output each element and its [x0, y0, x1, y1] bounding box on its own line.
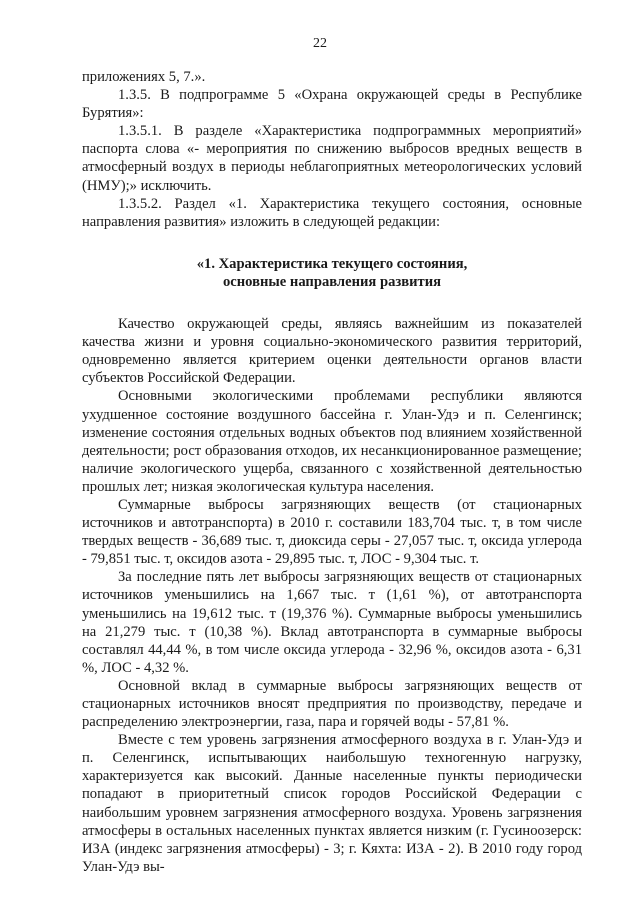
paragraph-continuation: приложениях 5, 7.».: [82, 69, 206, 85]
section-heading-line-2: основные направления развития: [222, 273, 441, 290]
paragraph-total-emissions: Суммарные выбросы загрязняющих веществ (от стационарных источников и автотранспорта) в 2010 г. составили 183,704 тыс. т, в том числе твердых веществ - 36,689 тыс. т, диоксида серы - 27,057 тыс. т, оксида углерода - 79,851 тыс. т, оксидов азота - 29,895 тыс. т, ЛОС - 9,304 тыс. т.: [82, 496, 582, 568]
paragraph-environment-quality: Качество окружающей среды, являясь важнейшим из показателей качества жизни и уровня социально-экономического развития территорий, одновременно является критерием оценки деятельности органов власти субъектов Российской Федерации.: [82, 316, 582, 387]
paragraph-1-3-5-2: 1.3.5.2. Раздел «1. Характеристика текущего состояния, основные направления развития» изложить в следующей редакции:: [82, 195, 582, 230]
paragraph-1-3-5-1: 1.3.5.1. В разделе «Характеристика подпрограммных мероприятий» паспорта слова «- мероприятия по снижению выбросов вредных веществ в атмосферный воздух в периоды неблагоприятных метеорологических условий (НМУ);» исключить.: [82, 123, 582, 194]
page-number: 22: [313, 36, 327, 51]
paragraph-ecological-problems: Основными экологическими проблемами республики являются ухудшенное состояние воздушного бассейна г. Улан-Удэ и п. Селенгинск; изменение состояния отдельных водных объектов под влиянием хозяйственной деятельности; рост образования отходов, их несанкционированное размещение; наличие экологического ущерба, связанного с хозяйственной деятельностью прошлых лет; низкая экологическая культура населения.: [82, 388, 582, 495]
paragraph-main-contributors: Основной вклад в суммарные выбросы загрязняющих веществ от стационарных источников вносят предприятия по производству, передаче и распределению электроэнергии, газа, пара и горячей воды - 57,81 %.: [82, 677, 582, 731]
document-body: [82, 68, 582, 876]
paragraph-five-year-trend: За последние пять лет выбросы загрязняющих веществ от стационарных источников уменьшились на 1,667 тыс. т (1,61 %), от автотранспорта уменьшились на 19,612 тыс. т (19,376 %). Суммарные выбросы уменьшились на 21,279 тыс. т (10,38 %). Вклад автотранспорта в суммарные выбросы составлял 44,44 %, в том числе оксида углерода - 32,96 %, оксидов азота - 6,31 %, ЛОС - 4,32 %.: [82, 569, 582, 676]
paragraph-1-3-5: 1.3.5. В подпрограмме 5 «Охрана окружающей среды в Республике Бурятия»:: [82, 87, 582, 122]
section-heading: [82, 255, 582, 291]
section-heading-line-1: «1. Характеристика текущего состояния,: [196, 255, 468, 272]
paragraph-pollution-level: Вместе с тем уровень загрязнения атмосферного воздуха в г. Улан-Удэ и п. Селенгинск, испытывающих наибольшую техногенную нагрузку, характеризуется как высокий. Данные населенные пункты периодически попадают в приоритетный список городов Российской Федерации с наибольшим уровнем загрязнения атмосферного воздуха. Уровень загрязнения атмосферы в остальных населенных пунктах является низким (г. Гусиноозерск: ИЗА (индекс загрязнения атмосферы) - 3; г. Кяхта: ИЗА - 2). В 2010 году город Улан-Удэ вы-: [82, 732, 582, 875]
